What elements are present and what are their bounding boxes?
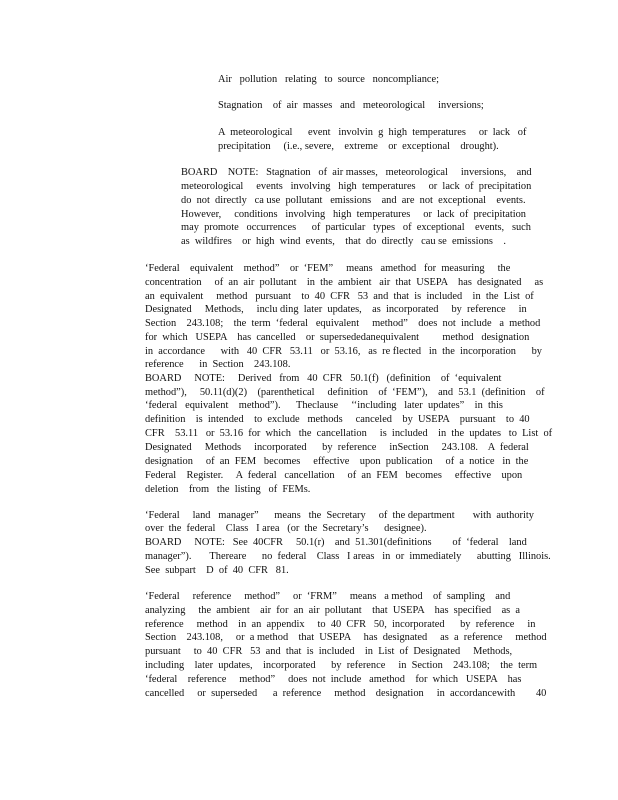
- frm-definition-line: reference method in an appendix to 40 CFR 50, incorporated by reference in: [145, 619, 536, 630]
- fem-definition-line: in accordance with 40 CFR 53.11 or 53.16, as re flected in the incorporation by: [145, 346, 542, 357]
- frm-definition-line: ‘Federal reference method” or ‘FRM” means a method of sampling and: [145, 591, 511, 602]
- list-item-line: A meteorological event involvin g high temperatures or lack of: [218, 127, 527, 138]
- fem-definition-line: CFR 53.11 or 53.16 for which the cancellation is included in the updates to List of: [145, 428, 553, 439]
- fem-definition-line: method”), 50.11(d)(2) (parenthetical definition of ‘FEM”), and 53.1 (definition of: [145, 387, 545, 398]
- fem-definition-line: reference in Section 243.108.: [145, 359, 291, 370]
- flm-definition-line: BOARD NOTE: See 40CFR 50.1(r) and 51.301(definitions of ‘federal land: [145, 537, 527, 548]
- flm-definition-line: manager”). Thereare no federal Class I areas in or immediately abutting Illinois.: [145, 551, 551, 562]
- fem-definition-line: ‘Federal equivalent method” or ‘FEM” means amethod for measuring the: [145, 263, 511, 274]
- frm-definition-line: ‘federal reference method” does not include amethod for which USEPA has: [145, 674, 522, 685]
- board-note-line: as wildfires or high wind events, that do directly cau se emissions .: [181, 236, 506, 247]
- board-note-line: However, conditions involving high temperatures or lack of precipitation: [181, 209, 526, 220]
- fem-definition-line: deletion from the listing of FEMs.: [145, 484, 311, 495]
- frm-definition-line: Section 243.108, or a method that USEPA has designated as a reference method: [145, 632, 547, 643]
- flm-definition-line: See subpart D of 40 CFR 81.: [145, 565, 289, 576]
- list-item-line: Air pollution relating to source noncompliance;: [218, 74, 440, 85]
- fem-definition-line: designation of an FEM becomes effective upon publication of a notice in the: [145, 456, 529, 467]
- fem-definition-line: Federal Register. A federal cancellation of an FEM becomes effective upon: [145, 470, 523, 481]
- board-note-line: meteorological events involving high temperatures or lack of precipitation: [181, 181, 532, 192]
- board-note-line: BOARD NOTE: Stagnation of air masses, meteorological inversions, and: [181, 167, 532, 178]
- fem-definition-line: definition is intended to exclude methods canceled by USEPA pursuant to 40: [145, 414, 530, 425]
- fem-definition-line: an equivalent method pursuant to 40 CFR 53 and that is included in the List of: [145, 291, 534, 302]
- fem-definition-line: ‘federal equivalent method”). Theclause ‘‘including later updates” in this: [145, 400, 503, 411]
- fem-definition-line: BOARD NOTE: Derived from 40 CFR 50.1(f) (definition of ‘equivalent: [145, 373, 502, 384]
- fem-definition-line: Section 243.108; the term ‘federal equivalent method” does not include a method: [145, 318, 541, 329]
- fem-definition-line: concentration of an air pollutant in the ambient air that USEPA has designated as: [145, 277, 544, 288]
- frm-definition-line: analyzing the ambient air for an air pollutant that USEPA has specified as a: [145, 605, 521, 616]
- frm-definition-line: including later updates, incorporated by reference in Section 243.108; the term: [145, 660, 538, 671]
- flm-definition-line: over the federal Class I area (or the Secretary’s designee).: [145, 523, 427, 534]
- flm-definition-line: ‘Federal land manager” means the Secretary of the department with authority: [145, 510, 534, 521]
- list-item-line: Stagnation of air masses and meteorological inversions;: [218, 100, 484, 111]
- board-note-line: do not directly ca use pollutant emissions and are not exceptional events.: [181, 195, 526, 206]
- frm-definition-line: pursuant to 40 CFR 53 and that is included in List of Designated Methods,: [145, 646, 513, 657]
- board-note-line: may promote occurrences of particular types of exceptional events, such: [181, 222, 531, 233]
- fem-definition-line: for which USEPA has cancelled or supersededanequivalent method designation: [145, 332, 530, 343]
- list-item-line: precipitation (i.e., severe, extreme or exceptional drought).: [218, 141, 499, 152]
- fem-definition-line: Designated Methods incorporated by reference inSection 243.108. A federal: [145, 442, 529, 453]
- frm-definition-line: cancelled or superseded a reference method designation in accordancewith 40: [145, 688, 547, 699]
- fem-definition-line: Designated Methods, inclu ding later updates, as incorporated by reference in: [145, 304, 527, 315]
